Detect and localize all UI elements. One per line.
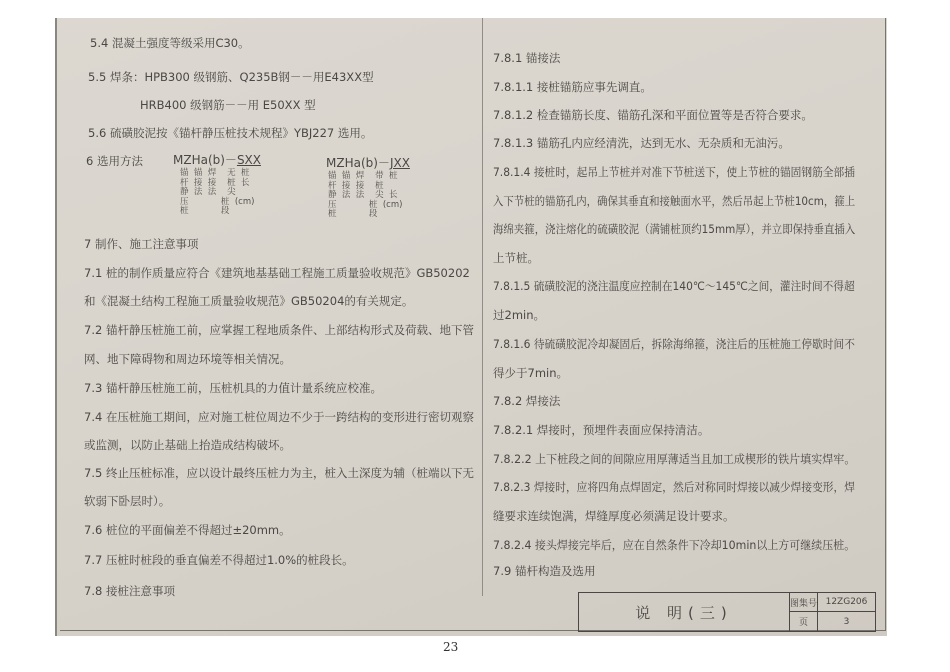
clause-5-5: 5.5 焊条：HPB300 级钢筋、Q235B钢－－用E43XX型: [88, 70, 374, 84]
sheet-page-number: 3: [843, 616, 850, 627]
clause-7-2-b: 网、地下障碍物和周边环境等相关情况。: [84, 352, 291, 366]
clause-7-8-1-1: 7.8.1.1 接桩锚筋应事先调直。: [493, 80, 652, 94]
clause-7-3: 7.3 锚杆静压桩施工前，压桩机具的力值计量系统应校准。: [84, 381, 382, 395]
clause-7-8-1: 7.8.1 锚接法: [493, 51, 561, 65]
clause-7-8-2-1: 7.8.2.1 焊接时，预埋件表面应保持清洁。: [493, 423, 710, 437]
clause-7-5-b: 软弱下卧层时）。: [84, 494, 171, 508]
clause-7-8: 7.8 接桩注意事项: [84, 584, 175, 598]
title-block: [578, 592, 876, 632]
clause-7-8-1-4-b: 入下节桩的锚筋孔内，确保其垂直和接触面水平，然后吊起上节桩10cm，箍上: [493, 194, 856, 208]
clause-7-8-1-4: 7.8.1.4 接桩时，起吊上节桩并对准下节桩送下，使上节桩的锚固钢筋全部插: [493, 165, 855, 179]
pile-code-2-prefix: MZHa(b)－: [326, 156, 390, 170]
page-number: 23: [443, 640, 459, 654]
title-block-grid: [790, 593, 875, 631]
pile-code-1-prefix: MZHa(b)－: [173, 153, 237, 167]
pile-code-2: [326, 156, 410, 170]
clause-7-4: 7.4 在压桩施工期间，应对施工桩位周边不少于一跨结构的变形进行密切观察: [84, 410, 474, 424]
clause-5-6: 5.6 硫磺胶泥按《锚杆静压桩技术规程》YBJ227 选用。: [88, 126, 373, 140]
pile-code-2-legend: 锚 锚 焊 带 桩 杆 接 接 桩 静 法 法 尖 长 压 桩 (cm) 桩 段: [328, 171, 403, 219]
clause-7-8-2-3-b: 缝要求连续饱满，焊缝厚度必须满足设计要求。: [493, 509, 735, 523]
clause-7-8-1-5-b: 过2min。: [493, 308, 546, 322]
clause-5-5-b: HRB400 级钢筋－－用 E50XX 型: [140, 98, 316, 112]
page-label: 页: [790, 612, 818, 631]
clause-7-8-1-4-c: 海绵夹箍，浇注熔化的硫磺胶泥（满铺桩顶约15mm厚），并立即保持垂直插入: [493, 222, 856, 236]
clause-7-8-1-3: 7.8.1.3 锚筋孔内应经清洗，达到无水、无杂质和无油污。: [493, 136, 790, 150]
clause-7-6: 7.6 桩位的平面偏差不得超过±20mm。: [84, 523, 291, 537]
clause-5-4: 5.4 混凝土强度等级采用C30。: [90, 36, 250, 50]
clause-7-8-2-4: 7.8.2.4 接头焊接完毕后，应在自然条件下冷却10min以上方可继续压桩。: [493, 538, 856, 552]
pile-code-1-legend: 锚 锚 焊 无 桩 杆 接 接 桩 长 静 法 法 尖 压 桩 (cm) 桩 段: [180, 168, 255, 216]
clause-7-7: 7.7 压桩时桩段的垂直偏差不得超过1.0%的桩段长。: [84, 553, 354, 567]
pile-code-1-suffix: SXX: [236, 153, 261, 167]
atlas-number: 12ZG206: [818, 593, 875, 612]
clause-7-9: 7.9 锚杆构造及选用: [493, 564, 596, 578]
clause-7-8-1-6: 7.8.1.6 待硫磺胶泥冷却凝固后，拆除海绵箍，浇注后的压桩施工停歇时间不: [493, 337, 855, 351]
clause-7-8-2-3: 7.8.2.3 焊接时，应将四角点焊固定，然后对称同时焊接以减少焊接变形，焊: [493, 480, 855, 494]
clause-7-1: 7.1 桩的制作质量应符合《建筑地基基础工程施工质量验收规范》GB50202: [84, 266, 470, 280]
clause-7-8-2: 7.8.2 焊接法: [493, 394, 561, 408]
atlas-number-label: 图集号: [790, 593, 818, 612]
clause-7-4-b: 或监测，以防止基础上抬造成结构破坏。: [84, 438, 291, 452]
clause-7-8-1-4-d: 上节桩。: [493, 251, 539, 265]
clause-7-8-2-2: 7.8.2.2 上下桩段之间的间隙应用厚薄适当且加工成楔形的铁片填实焊牢。: [493, 452, 856, 466]
clause-7-8-1-6-b: 得少于7min。: [493, 366, 569, 380]
section-7-heading: 7 制作、施工注意事项: [84, 237, 199, 251]
clause-7-2: 7.2 锚杆静压桩施工前，应掌握工程地质条件、上部结构形式及荷载、地下管: [84, 323, 474, 337]
column-divider: [482, 18, 483, 596]
pile-code-1: [173, 153, 261, 167]
clause-7-5: 7.5 终止压桩标准，应以设计最终压桩力为主，桩入土深度为辅（桩端以下无: [84, 466, 474, 480]
title-block-title: 说 明(三): [579, 593, 790, 631]
selection-method-label: 6 选用方法: [86, 154, 143, 168]
clause-7-1-b: 和《混凝土结构工程施工质量验收规范》GB50204的有关规定。: [84, 294, 414, 308]
clause-7-8-1-5: 7.8.1.5 硫磺胶泥的浇注温度应控制在140℃～145℃之间，灌注时间不得超: [493, 279, 855, 293]
clause-7-8-1-2: 7.8.1.2 检查锚筋长度、锚筋孔深和平面位置等是否符合要求。: [493, 108, 813, 122]
pile-code-2-suffix: JXX: [389, 156, 410, 170]
